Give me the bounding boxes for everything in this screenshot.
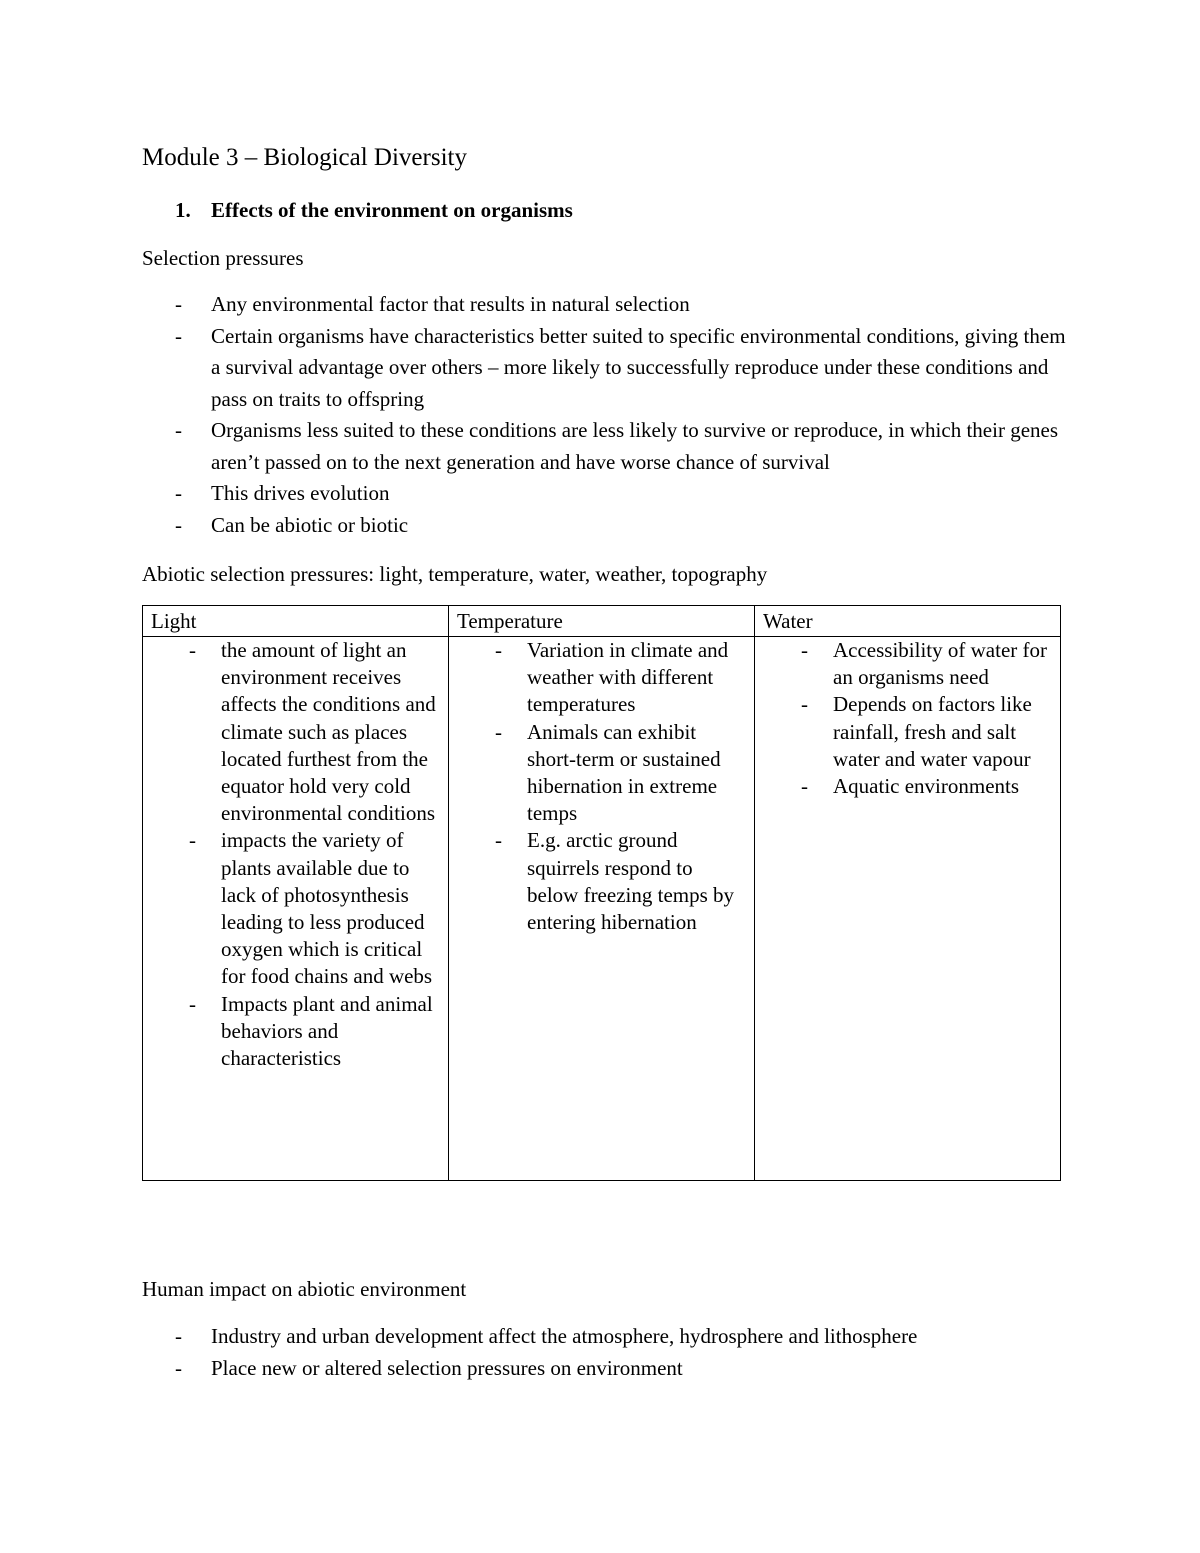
list-item-text: Animals can exhibit short-term or sustained hibernation in extreme temps [527,719,721,826]
list-item [175,1353,1075,1385]
bullet-marker: - [801,774,808,799]
bullet-marker: - [801,638,808,662]
list-item [151,827,440,990]
table-cell-water [755,637,1061,1181]
list-item [763,637,1052,691]
bullet-marker: - [189,828,196,853]
column-header-water: Water [755,606,1061,637]
list-item [175,321,1075,416]
light-list [151,637,440,1072]
list-item-text: Variation in climate and weather with different temperatures [527,638,729,717]
list-item-text: Any environmental factor that results in natural selection [211,292,690,316]
selection-pressures-list [175,289,1075,541]
bullet-marker: - [801,692,808,717]
bullet-marker: - [175,323,182,348]
list-item-text: impacts the variety of plants available due to lack of photosynthesis leading to less produced oxygen which is critical for food chains and webs [221,828,433,989]
list-item-text: Certain organisms have characteristics better suited to specific environmental conditions, giving them a survival advantage over others – more likely to successfully reproduce under these conditions and pass on traits to offspring [211,323,1066,411]
page-title: Module 3 – Biological Diversity [142,144,467,171]
list-item [763,691,1052,773]
list-item [151,637,440,827]
section-heading-text: Effects of the environment on organisms [211,198,573,222]
list-item-text: Accessibility of water for an organisms need [833,638,1048,690]
list-item [763,773,1052,800]
list-item-text: the amount of light an environment receives affects the conditions and climate such as places located furthest from the equator hold very cold environmental conditions [221,638,436,826]
table-cell-temperature [449,637,755,1181]
list-item-text: This drives evolution [211,481,390,505]
human-impact-list [175,1321,1075,1384]
abiotic-intro: Abiotic selection pressures: light, temperature, water, weather, topography [142,562,768,586]
table-row [143,637,1061,1181]
bullet-marker: - [175,418,182,442]
human-impact-label: Human impact on abiotic environment [142,1277,467,1301]
list-item [175,510,1075,542]
list-item-text: Depends on factors like rainfall, fresh and salt water and water vapour [833,692,1032,771]
list-item-text: Industry and urban development affect the atmosphere, hydrosphere and lithosphere [211,1324,918,1348]
bullet-marker: - [495,638,502,662]
list-item [151,991,440,1073]
list-item [175,415,1075,478]
bullet-marker: - [495,719,502,744]
column-header-light: Light [143,606,449,637]
list-item-text: Place new or altered selection pressures on environment [211,1355,683,1380]
abiotic-pressures-table [142,605,1061,1181]
list-item-text: Organisms less suited to these conditions are less likely to survive or reproduce, in which their genes aren’t passed on to the next generation and have worse chance of survival [211,418,1059,474]
list-item-text: Impacts plant and animal behaviors and characteristics [221,991,433,1071]
list-item [175,1321,1075,1353]
bullet-marker: - [175,512,182,537]
selection-pressures-label: Selection pressures [142,246,304,270]
bullet-marker: - [495,828,502,853]
table-header-row [143,606,1061,637]
list-item [175,289,1075,321]
list-item [175,478,1075,510]
bullet-marker: - [189,991,196,1016]
section-heading [175,196,573,224]
bullet-marker: - [175,292,182,316]
water-list [763,637,1052,800]
bullet-marker: - [175,1324,182,1348]
list-item [457,827,746,936]
list-item [457,719,746,828]
list-item-text: Can be abiotic or biotic [211,512,409,537]
list-item-text: Aquatic environments [833,774,1020,799]
temperature-list [457,637,746,936]
section-number: 1. [175,198,191,222]
bullet-marker: - [175,1355,182,1380]
bullet-marker: - [175,481,182,505]
column-header-temperature: Temperature [449,606,755,637]
table-cell-light [143,637,449,1181]
list-item [457,637,746,719]
list-item-text: E.g. arctic ground squirrels respond to below freezing temps by entering hibernation [527,828,735,935]
bullet-marker: - [189,638,196,662]
